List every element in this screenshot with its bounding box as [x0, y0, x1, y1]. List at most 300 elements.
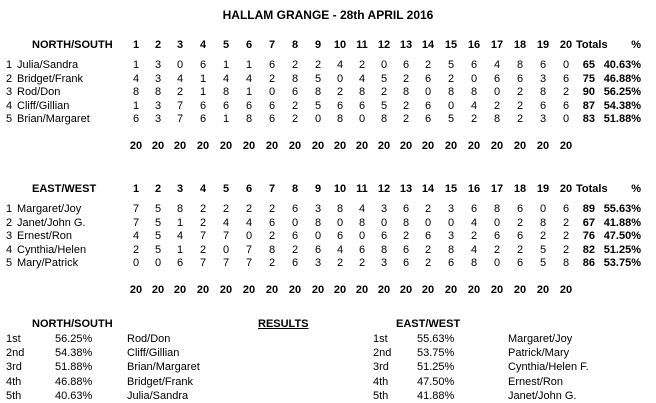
board-number: 15	[444, 183, 458, 195]
pair-number: 3	[6, 230, 13, 242]
board-score: 8	[358, 86, 366, 98]
board-number: 13	[399, 183, 413, 195]
result-place: 1st	[6, 333, 21, 345]
board-top: 20	[333, 140, 347, 152]
board-score: 0	[447, 216, 455, 229]
pair-percent: 41.88%	[603, 216, 641, 229]
board-number: 5	[222, 183, 230, 195]
totals-header: Totals	[576, 183, 608, 195]
board-score: 2	[314, 59, 322, 71]
board-score: 8	[222, 86, 230, 98]
board-top: 20	[151, 140, 165, 152]
result-place: 1st	[373, 333, 388, 345]
board-score: 6	[493, 230, 501, 242]
pair-name: Margaret/Joy	[17, 203, 82, 215]
board-score: 0	[268, 86, 276, 98]
board-score: 4	[132, 230, 140, 242]
board-score: 6	[493, 72, 501, 85]
results-ns-heading: NORTH/SOUTH	[32, 318, 113, 330]
result-percent: 55.63%	[417, 333, 455, 345]
board-score: 4	[470, 216, 478, 229]
board-top: 20	[513, 284, 527, 296]
board-score: 2	[402, 99, 410, 112]
board-score: 4	[176, 230, 184, 242]
totals-header: Totals	[576, 39, 608, 51]
board-score: 2	[516, 99, 524, 112]
pair-percent: 47.50%	[603, 230, 641, 242]
board-score: 5	[380, 99, 388, 112]
board-score: 8	[447, 243, 455, 256]
board-score: 5	[539, 257, 547, 269]
board-score: 2	[291, 99, 299, 112]
board-score: 8	[314, 216, 322, 229]
board-score: 8	[245, 113, 253, 125]
board-score: 3	[154, 72, 162, 85]
result-percent: 47.50%	[417, 375, 455, 388]
board-score: 0	[314, 113, 322, 125]
board-score: 2	[424, 243, 432, 256]
board-score: 2	[516, 113, 524, 125]
board-score: 2	[402, 72, 410, 85]
board-score: 0	[493, 216, 501, 229]
board-score: 0	[291, 216, 299, 229]
board-score: 8	[470, 257, 478, 269]
board-top: 20	[311, 140, 325, 152]
board-score: 0	[470, 72, 478, 85]
board-score: 5	[154, 216, 162, 229]
board-top: 20	[288, 140, 302, 152]
board-score: 6	[562, 72, 570, 85]
board-score: 8	[268, 243, 276, 256]
board-top: 20	[444, 284, 458, 296]
board-score: 0	[358, 113, 366, 125]
board-score: 6	[402, 203, 410, 215]
board-score: 6	[176, 257, 184, 269]
result-percent: 46.88%	[55, 375, 93, 388]
board-number: 20	[559, 39, 573, 51]
board-score: 6	[336, 99, 344, 112]
result-pair: Janet/John G.	[508, 389, 577, 402]
pair-number: 5	[6, 257, 13, 269]
pair-name: Brian/Margaret	[17, 113, 90, 125]
board-score: 6	[291, 86, 299, 98]
board-score: 6	[516, 72, 524, 85]
board-score: 8	[402, 86, 410, 98]
board-score: 7	[132, 216, 140, 229]
board-number: 12	[377, 183, 391, 195]
board-score: 2	[424, 59, 432, 71]
board-score: 1	[132, 59, 140, 71]
board-score: 6	[268, 113, 276, 125]
pair-total: 65	[582, 59, 595, 71]
board-score: 8	[314, 86, 322, 98]
board-score: 4	[222, 72, 230, 85]
board-score: 8	[336, 113, 344, 125]
board-score: 2	[291, 59, 299, 71]
board-score: 5	[447, 59, 455, 71]
board-score: 0	[424, 86, 432, 98]
result-pair: Brian/Margaret	[127, 361, 200, 374]
board-number: 9	[314, 39, 322, 51]
board-score: 0	[222, 243, 230, 256]
result-percent: 54.38%	[55, 347, 93, 360]
board-score: 7	[245, 257, 253, 269]
board-score: 2	[336, 86, 344, 98]
board-score: 3	[380, 257, 388, 269]
board-number: 14	[421, 183, 435, 195]
board-score: 2	[222, 203, 230, 215]
board-score: 6	[268, 216, 276, 229]
board-score: 4	[470, 99, 478, 112]
board-score: 2	[199, 216, 207, 229]
pair-name: Mary/Patrick	[17, 257, 79, 269]
board-number: 6	[245, 183, 253, 195]
board-score: 7	[176, 99, 184, 112]
board-score: 1	[245, 86, 253, 98]
board-number: 9	[314, 183, 322, 195]
board-score: 6	[222, 99, 230, 112]
board-top: 20	[490, 140, 504, 152]
board-top: 20	[196, 140, 210, 152]
board-top: 20	[265, 284, 279, 296]
board-score: 4	[222, 216, 230, 229]
result-place: 3rd	[6, 361, 22, 374]
board-score: 4	[470, 243, 478, 256]
pair-percent: 53.75%	[603, 257, 641, 269]
board-score: 8	[402, 216, 410, 229]
board-number: 15	[444, 39, 458, 51]
board-top: 20	[399, 284, 413, 296]
board-number: 14	[421, 39, 435, 51]
board-score: 1	[199, 72, 207, 85]
board-score: 3	[539, 113, 547, 125]
board-score: 2	[402, 113, 410, 125]
pair-percent: 55.63%	[603, 203, 641, 215]
board-score: 2	[268, 72, 276, 85]
board-score: 0	[562, 59, 570, 71]
result-pair: Rod/Don	[127, 333, 171, 345]
board-top: 20	[421, 140, 435, 152]
board-score: 5	[154, 230, 162, 242]
board-score: 5	[380, 72, 388, 85]
board-top: 20	[559, 140, 573, 152]
board-number: 16	[467, 183, 481, 195]
board-top: 20	[242, 284, 256, 296]
board-number: 12	[377, 39, 391, 51]
board-score: 4	[336, 243, 344, 256]
board-score: 2	[516, 243, 524, 256]
board-score: 7	[222, 230, 230, 242]
board-number: 3	[176, 183, 184, 195]
board-score: 2	[562, 86, 570, 98]
result-percent: 51.88%	[55, 361, 93, 374]
board-number: 18	[513, 39, 527, 51]
board-score: 1	[245, 59, 253, 71]
board-number: 11	[356, 183, 368, 195]
board-score: 0	[380, 59, 388, 71]
board-number: 7	[268, 183, 276, 195]
pair-total: 83	[582, 113, 595, 125]
result-pair: Bridget/Frank	[127, 375, 194, 388]
board-score: 2	[516, 216, 524, 229]
section-heading: NORTH/SOUTH	[32, 39, 113, 51]
board-score: 4	[132, 72, 140, 85]
board-number: 19	[536, 183, 550, 195]
board-score: 2	[424, 257, 432, 269]
board-score: 6	[539, 59, 547, 71]
board-score: 5	[447, 113, 455, 125]
board-score: 2	[358, 257, 366, 269]
board-number: 7	[268, 39, 276, 51]
result-pair: Margaret/Joy	[508, 333, 573, 345]
board-number: 11	[356, 39, 368, 51]
board-score: 2	[358, 59, 366, 71]
result-pair: Cliff/Gillian	[127, 347, 180, 360]
board-number: 10	[333, 39, 347, 51]
pair-number: 2	[6, 72, 13, 85]
result-place: 3rd	[373, 361, 389, 374]
board-score: 2	[470, 230, 478, 242]
board-score: 3	[154, 59, 162, 71]
board-score: 3	[539, 72, 547, 85]
board-top: 20	[333, 284, 347, 296]
pair-total: 86	[582, 257, 595, 269]
board-score: 6	[268, 99, 276, 112]
board-number: 3	[176, 39, 184, 51]
pair-name: Bridget/Frank	[17, 72, 84, 85]
pair-percent: 51.25%	[603, 243, 641, 256]
board-top: 20	[129, 140, 143, 152]
pair-number: 1	[6, 203, 13, 215]
board-top: 20	[173, 140, 187, 152]
pair-percent: 56.25%	[603, 86, 641, 98]
board-score: 5	[154, 243, 162, 256]
pair-percent: 40.63%	[603, 59, 641, 71]
board-score: 1	[199, 86, 207, 98]
board-score: 0	[245, 230, 253, 242]
board-score: 8	[380, 113, 388, 125]
board-number: 18	[513, 183, 527, 195]
board-score: 2	[402, 230, 410, 242]
board-number: 10	[333, 183, 347, 195]
board-number: 13	[399, 39, 413, 51]
board-score: 6	[199, 59, 207, 71]
pair-number: 4	[6, 99, 13, 112]
board-score: 8	[470, 86, 478, 98]
board-top: 20	[559, 284, 573, 296]
board-top: 20	[467, 284, 481, 296]
board-score: 1	[132, 99, 140, 112]
board-score: 4	[336, 59, 344, 71]
percent-header: %	[631, 183, 641, 195]
pair-total: 67	[582, 216, 595, 229]
board-score: 3	[314, 203, 322, 215]
board-score: 4	[176, 72, 184, 85]
board-score: 6	[516, 257, 524, 269]
board-number: 17	[490, 39, 504, 51]
board-score: 7	[176, 113, 184, 125]
board-score: 5	[539, 243, 547, 256]
board-top: 20	[219, 284, 233, 296]
board-top: 20	[355, 140, 369, 152]
board-score: 4	[493, 59, 501, 71]
board-score: 6	[358, 99, 366, 112]
result-percent: 53.75%	[417, 347, 455, 360]
board-score: 2	[539, 230, 547, 242]
board-score: 0	[380, 216, 388, 229]
board-score: 2	[291, 243, 299, 256]
board-score: 4	[245, 72, 253, 85]
board-score: 2	[336, 257, 344, 269]
board-score: 2	[199, 243, 207, 256]
board-score: 1	[222, 59, 230, 71]
board-score: 3	[380, 203, 388, 215]
pair-name: Janet/John G.	[17, 216, 86, 229]
board-score: 0	[154, 257, 162, 269]
pair-number: 3	[6, 86, 13, 98]
board-score: 4	[358, 203, 366, 215]
board-top: 20	[467, 140, 481, 152]
board-score: 8	[380, 243, 388, 256]
board-number: 6	[245, 39, 253, 51]
result-pair: Patrick/Mary	[508, 347, 570, 360]
pair-number: 5	[6, 113, 13, 125]
board-score: 6	[516, 230, 524, 242]
board-top: 20	[173, 284, 187, 296]
board-score: 0	[447, 99, 455, 112]
board-score: 6	[402, 257, 410, 269]
pair-name: Rod/Don	[17, 86, 61, 98]
result-place: 5th	[373, 389, 389, 402]
board-score: 6	[336, 230, 344, 242]
board-score: 2	[268, 203, 276, 215]
pair-total: 87	[582, 99, 595, 112]
board-score: 6	[291, 230, 299, 242]
board-number: 8	[291, 39, 299, 51]
board-score: 2	[291, 113, 299, 125]
board-number: 17	[490, 183, 504, 195]
board-score: 6	[562, 203, 570, 215]
board-score: 6	[470, 203, 478, 215]
board-score: 8	[493, 203, 501, 215]
pair-percent: 46.88%	[603, 72, 641, 85]
board-score: 2	[493, 243, 501, 256]
board-score: 2	[268, 257, 276, 269]
board-score: 3	[314, 257, 322, 269]
board-score: 6	[199, 99, 207, 112]
board-score: 2	[176, 86, 184, 98]
board-score: 6	[470, 59, 478, 71]
board-top: 20	[399, 140, 413, 152]
result-pair: Cynthia/Helen F.	[508, 361, 589, 374]
board-score: 0	[176, 59, 184, 71]
board-score: 0	[539, 203, 547, 215]
board-top: 20	[355, 284, 369, 296]
board-score: 0	[314, 230, 322, 242]
result-percent: 41.88%	[417, 389, 455, 402]
result-percent: 40.63%	[55, 389, 93, 402]
board-score: 3	[154, 113, 162, 125]
board-top: 20	[377, 284, 391, 296]
board-top: 20	[219, 140, 233, 152]
pair-total: 89	[582, 203, 595, 215]
board-score: 6	[132, 113, 140, 125]
pair-total: 75	[582, 72, 595, 85]
board-score: 0	[493, 257, 501, 269]
result-place: 4th	[373, 375, 389, 388]
board-score: 8	[154, 86, 162, 98]
board-score: 6	[268, 59, 276, 71]
board-top: 20	[129, 284, 143, 296]
board-score: 8	[493, 113, 501, 125]
board-score: 4	[245, 216, 253, 229]
board-score: 0	[358, 230, 366, 242]
page-title: HALLAM GRANGE - 28th APRIL 2016	[222, 8, 434, 22]
board-number: 16	[467, 39, 481, 51]
result-place: 5th	[6, 389, 22, 402]
board-score: 6	[358, 243, 366, 256]
board-score: 4	[358, 72, 366, 85]
board-top: 20	[513, 140, 527, 152]
result-pair: Julia/Sandra	[127, 389, 189, 402]
pair-total: 76	[582, 230, 595, 242]
result-place: 4th	[6, 375, 22, 388]
board-score: 2	[268, 230, 276, 242]
board-number: 19	[536, 39, 550, 51]
section-heading: EAST/WEST	[32, 183, 97, 195]
board-top: 20	[151, 284, 165, 296]
pair-name: Cliff/Gillian	[17, 99, 70, 112]
pair-percent: 51.88%	[603, 113, 641, 125]
pair-percent: 54.38%	[603, 99, 641, 112]
board-score: 0	[562, 113, 570, 125]
pair-name: Julia/Sandra	[17, 59, 79, 71]
board-score: 2	[562, 243, 570, 256]
result-place: 2nd	[6, 347, 25, 360]
board-score: 2	[380, 86, 388, 98]
result-percent: 51.25%	[417, 361, 455, 374]
board-score: 3	[447, 203, 455, 215]
board-top: 20	[421, 284, 435, 296]
board-number: 2	[154, 39, 162, 51]
board-number: 1	[132, 39, 140, 51]
board-score: 6	[199, 113, 207, 125]
board-number: 4	[199, 183, 207, 195]
board-top: 20	[490, 284, 504, 296]
board-score: 0	[336, 216, 344, 229]
board-score: 0	[336, 72, 344, 85]
board-score: 6	[539, 99, 547, 112]
board-top: 20	[311, 284, 325, 296]
board-score: 2	[470, 113, 478, 125]
board-score: 6	[424, 230, 432, 242]
results-heading: RESULTS	[258, 318, 309, 330]
board-score: 2	[245, 203, 253, 215]
board-score: 8	[336, 203, 344, 215]
board-score: 2	[562, 216, 570, 229]
board-number: 5	[222, 39, 230, 51]
board-score: 6	[380, 230, 388, 242]
board-score: 2	[199, 203, 207, 215]
board-top: 20	[196, 284, 210, 296]
board-score: 8	[358, 216, 366, 229]
board-score: 6	[424, 99, 432, 112]
board-score: 6	[291, 203, 299, 215]
board-score: 7	[199, 257, 207, 269]
board-score: 0	[493, 86, 501, 98]
board-top: 20	[536, 140, 550, 152]
board-score: 8	[291, 72, 299, 85]
